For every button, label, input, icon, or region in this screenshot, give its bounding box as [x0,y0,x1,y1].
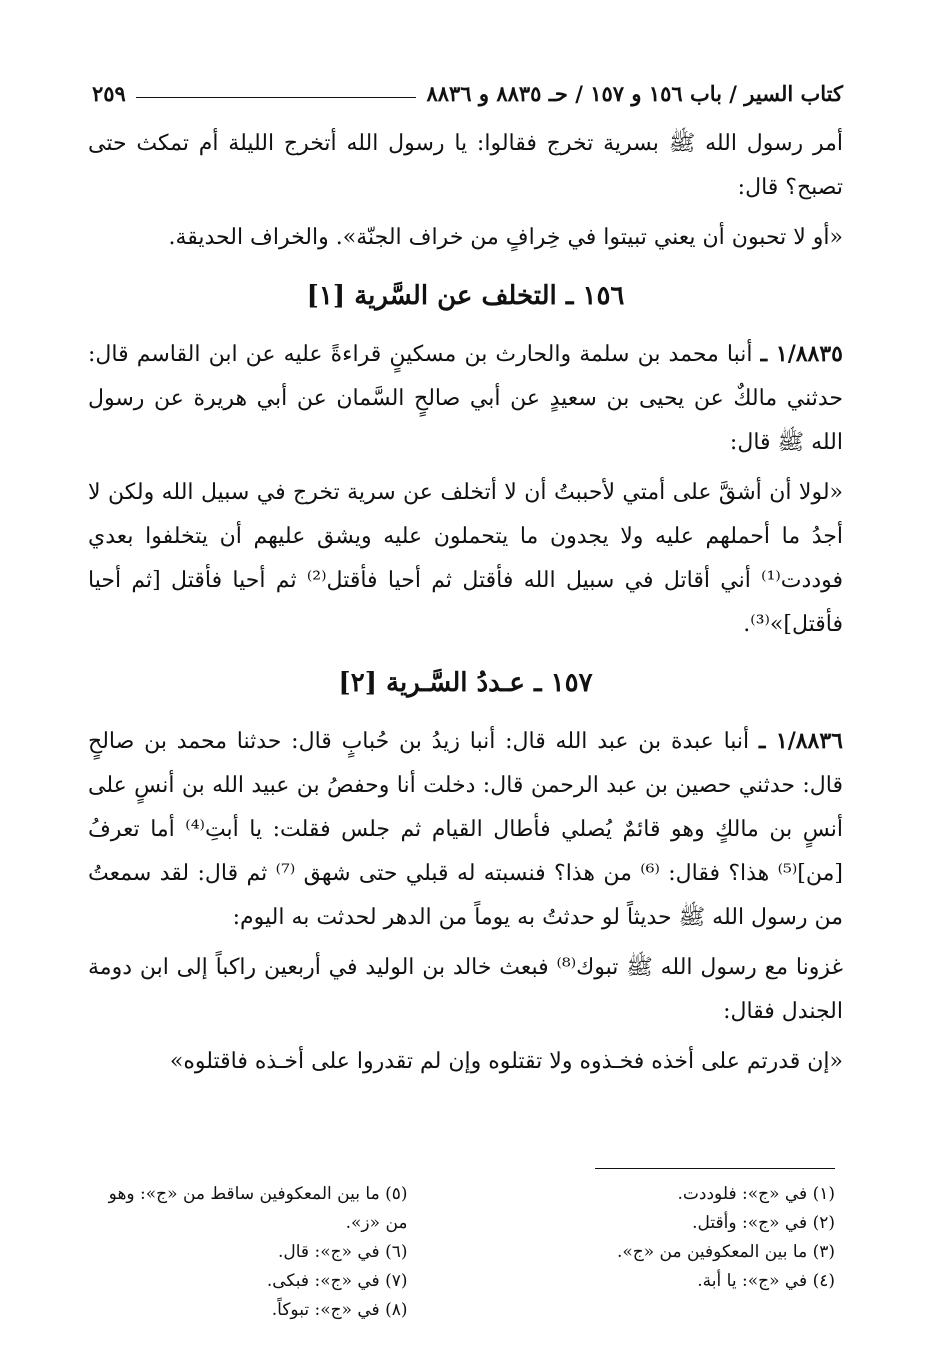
chapter-157-title: ١٥٧ ـ عـددُ السَّـرية [٢] [338,668,593,698]
footnote-8: (٨) في «ج»: تبوكاً. [271,1300,408,1320]
footnote-5: (٥) ما بين المعكوفين ساقط من «ج»: وهو من «ز». [108,1184,408,1233]
hadith-8835-number: ١/٨٨٣٥ ـ [760,341,843,367]
footnote-2: (٢) في «ج»: وأقتل. [692,1213,835,1233]
footnote-7: (٧) في «ج»: فبكى. [266,1271,408,1291]
footnotes-left-column [100,1180,528,1325]
running-title: كتاب السير / باب ١٥٦ و ١٥٧ / حـ ٨٨٣٥ و ٨٨٣٦ [426,80,843,106]
hadith-8836-number: ١/٨٨٣٦ ـ [758,728,843,754]
running-header [92,78,843,108]
paragraph-quote: «أو لا تحبون أن يعني تبيتوا في خِرافٍ من خراف الجنّة». والخراف الحديقة. [168,225,843,250]
hadith-8835-matn: «لولا أن أشقَّ على أمتي لأحببتُ أن لا أتخلف عن سرية تخرج في سبيل الله ولكن لا أجدُ ما أحملهم عليه ولا يجدون ما يتحملون عليه ويشق عليهم أن يتخلفوا بعدي فوددت⁽¹⁾ أني أقاتل في سبيل الله فأقتل ثم أحيا فأقتل⁽²⁾ ثم أحيا فأقتل [ثم أحيا فأقتل]»⁽³⁾. [88,480,843,637]
footnote-1: (١) في «ج»: فلوددت. [677,1184,835,1204]
footnote-6: (٦) في «ج»: قال. [278,1242,408,1262]
chapter-156-title: ١٥٦ ـ التخلف عن السَّرية [١] [306,281,625,311]
page-number: ٢٥٩ [92,80,126,106]
footnotes-right-column [528,1180,836,1325]
main-text [88,122,843,1084]
header-rule [136,97,417,98]
footnote-rule [595,1168,835,1169]
footnote-4: (٤) في «ج»: يا أبة. [697,1271,835,1291]
hadith-8836-isnad [88,719,843,940]
hadith-8835-isnad-text: أنبا محمد بن سلمة والحارث بن مسكينٍ قراءةً عليه عن ابن القاسم قال: حدثني مالكٌ عن يحيى بن سعيدٍ عن أبي صالحٍ السَّمان عن أبي هريرة عن رسول الله ﷺ قال: [88,342,843,455]
hadith-8836-isnad-text: أنبا عبدة بن عبد الله قال: أنبا زيدُ بن حُبابٍ قال: حدثنا محمد بن صالحٍ قال: حدثني حصين بن عبد الرحمن قال: دخلت أنا وحفصُ بن عبيد الله بن أنسٍ على أنسٍ بن مالكٍ وهو قائمٌ يُصلي فأطال القيام ثم جلس فقلت: يا أبتِ⁽⁴⁾ أما تعرفُ [من]⁽⁵⁾ هذا؟ فقال: ⁽⁶⁾ من هذا؟ فنسبته له قبلي حتى شهق ⁽⁷⁾ ثم قال: لقد سمعتُ من رسول الله ﷺ حديثاً لو حدثتُ به يوماً من الدهر لحدثت به اليوم: [88,729,844,930]
hadith-8836-matn: «إن قدرتم على أخذه فخـذوه ولا تقتلوه وإن لم تقدروا على أخـذه فاقتلوه» [169,1049,843,1074]
paragraph-intro: أمر رسول الله ﷺ بسرية تخرج فقالوا: يا رسول الله أتخرج الليلة أم تمكث حتى تصبح؟ قال: [88,131,843,200]
footnote-3: (٣) ما بين المعكوفين من «ج». [616,1242,835,1262]
footnotes [100,1180,835,1325]
hadith-8836-narration: غزونا مع رسول الله ﷺ تبوك⁽⁸⁾ فبعث خالد بن الوليد في أربعين راكباً إلى ابن دومة الجندل فقال: [88,955,843,1024]
hadith-8835-isnad [88,332,843,465]
